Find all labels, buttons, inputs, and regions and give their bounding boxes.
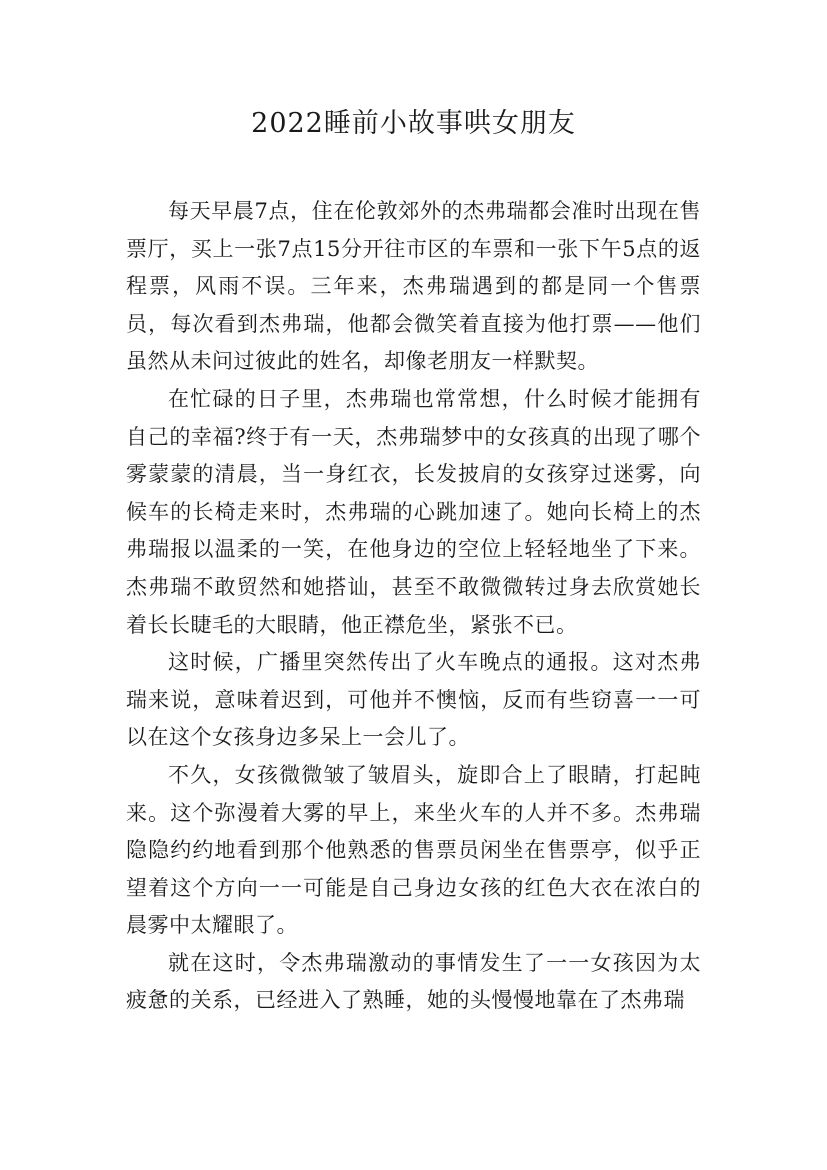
document-body: [126, 193, 701, 1020]
paragraph-1: 每天早晨7点，住在伦敦郊外的杰弗瑞都会准时出现在售票厅，买上一张7点15分开往市区的车票和一张下午5点的返程票，风雨不误。三年来，杰弗瑞遇到的都是同一个售票员，每次看到杰弗瑞，他都会微笑着直接为他打票——他们虽然从未问过彼此的姓名，却像老朋友一样默契。: [126, 199, 701, 374]
paragraph-2: 在忙碌的日子里，杰弗瑞也常常想，什么时候才能拥有自己的幸福?终于有一天，杰弗瑞梦中的女孩真的出现了哪个雾蒙蒙的清晨，当一身红衣，长发披肩的女孩穿过迷雾，向候车的长椅走来时，杰弗瑞的心跳加速了。她向长椅上的杰弗瑞报以温柔的一笑，在他身边的空位上轻轻地坐了下来。杰弗瑞不敢贸然和她搭讪，甚至不敢微微转过身去欣赏她长着长长睫毛的大眼睛，他正襟危坐，紧张不已。: [126, 386, 701, 637]
paragraph-3: 这时候，广播里突然传出了火车晚点的通报。这对杰弗瑞来说，意味着迟到，可他并不懊恼，反而有些窃喜一一可以在这个女孩身边多呆上一会儿了。: [126, 650, 701, 750]
document-title: 2022睡前小故事哄女朋友: [251, 108, 576, 139]
paragraph-4: 不久，女孩微微皱了皱眉头，旋即合上了眼睛，打起盹来。这个弥漫着大雾的早上，来坐火车的人并不多。杰弗瑞隐隐约约地看到那个他熟悉的售票员闲坐在售票亭，似乎正望着这个方向一一可能是自己身边女孩的红色大衣在浓白的晨雾中太耀眼了。: [126, 762, 701, 938]
paragraph-5: 就在这时，令杰弗瑞激动的事情发生了一一女孩因为太疲惫的关系，已经进入了熟睡，她的头慢慢地靠在了杰弗瑞: [126, 950, 701, 1013]
